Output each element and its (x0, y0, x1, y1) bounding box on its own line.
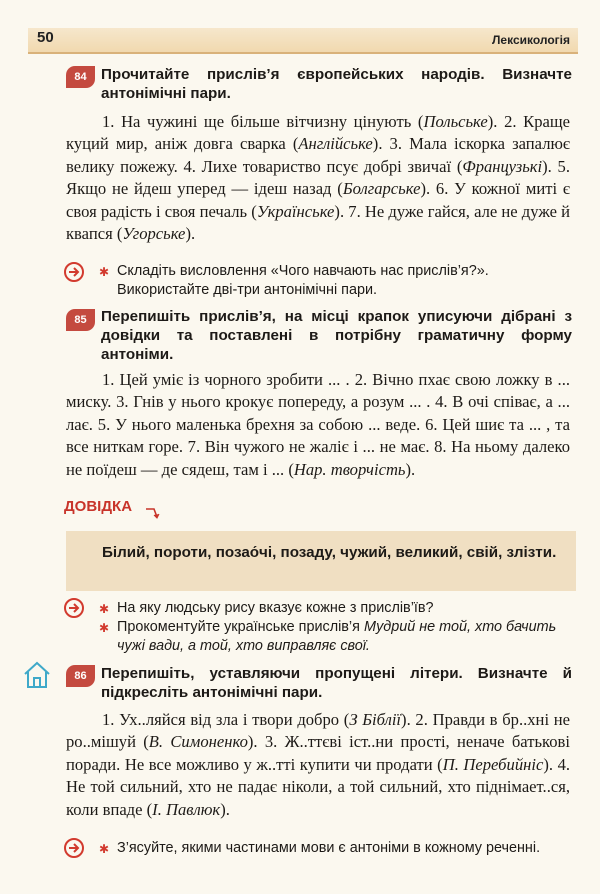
task-number-badge: 85 (66, 309, 95, 331)
page-header (0, 0, 600, 56)
question-text: Прокоментуйте українське прислів’я Мудрий не той, хто бачить чужі вади, а той, хто виправляє свої. (117, 619, 557, 654)
reference-label: ДОВІДКА (64, 498, 133, 515)
asterisk-icon: ✱ (99, 265, 110, 279)
task-number-badge: 86 (66, 665, 95, 687)
task-text: 1. Ух..ляйся від зла і твори добро (З Біблії). 2. Правди в бр..хні не ро..мішуй (В. Симоненко). 3. Ж..ттєві іст..ни прості, неначе батькові поради. Не все можливо у ж..тті купити чи продати (П. Перебийніс). 4. Не той сильний, хто не падає ніколи, а той сильний, хто піднімает..ся, коли впаде (І. Павлюк). (66, 710, 571, 819)
task-title: Перепишіть прислів’я, на місці крапок уписуючи дібрані з довідки та поставлені в потрібну граматичну форму антоніми. (101, 308, 572, 363)
reference-words: Білий, пороти, позао́чі, позаду, чужий, великий, свій, злізти. (102, 544, 557, 561)
question-text: З’ясуйте, якими частинами мови є антоніми в кожному реченні. (117, 840, 541, 856)
chevron-down-icon (145, 505, 163, 519)
section-title: Лексикологія (492, 33, 570, 47)
task-text: 1. Цей уміє із чорного зробити ... . 2. Вічно пхає свою ложку в ... миску. 3. Гнів у нього крокує попереду, а розум ... . 4. В очі співає, а ... лає. 5. У нього маленька брехня за собою ... веде. 6. Цей шиє та ... , та все ниткам горе. 7. Він чужого не жаліє і ... не має. 8. На ньому далеко не поїдеш — де сядеш, там і ... (Нар. творчість). (66, 370, 570, 479)
question-item (99, 618, 574, 656)
arrow-right-icon (64, 262, 84, 282)
question-text: Складіть висловлення «Чого навчають нас прислів’я?». Використайте дві-три антонімічні пари. (117, 263, 489, 298)
asterisk-icon: ✱ (99, 621, 110, 635)
task-text: 1. На чужині ще більше вітчизну цінують (Польське). 2. Краще куций мир, аніж довга сварка (Англійське). 3. Мала іскорка запалює велику пожежу. 4. Лихе товариство псує добрі звичаї (Французькі). 5. Якщо не йдеш уперед — ідеш назад (Болгарське). 6. У кожної миті є своя радість і своя печаль (Українське). 7. Не дуже гайся, але не дуже й квапся (Угорське). (66, 112, 571, 244)
asterisk-icon: ✱ (99, 842, 110, 856)
page-number: 50 (37, 29, 54, 46)
task-title: Прочитайте прислів’я європейських народів. Визначте антонімічні пари. (101, 66, 572, 102)
task-title: Перепишіть, уставляючи пропущені літери. Визначте й підкресліть антонімічні пари. (101, 665, 572, 701)
question-item (99, 839, 574, 858)
arrow-right-icon (64, 838, 84, 858)
arrow-right-icon (64, 598, 84, 618)
question-text: На яку людську рису вказує кожне з прислів’їв? (117, 600, 434, 616)
asterisk-icon: ✱ (99, 602, 110, 616)
task-number-badge: 84 (66, 66, 95, 88)
home-icon (22, 660, 52, 690)
question-item (99, 262, 574, 300)
question-item (99, 599, 574, 618)
